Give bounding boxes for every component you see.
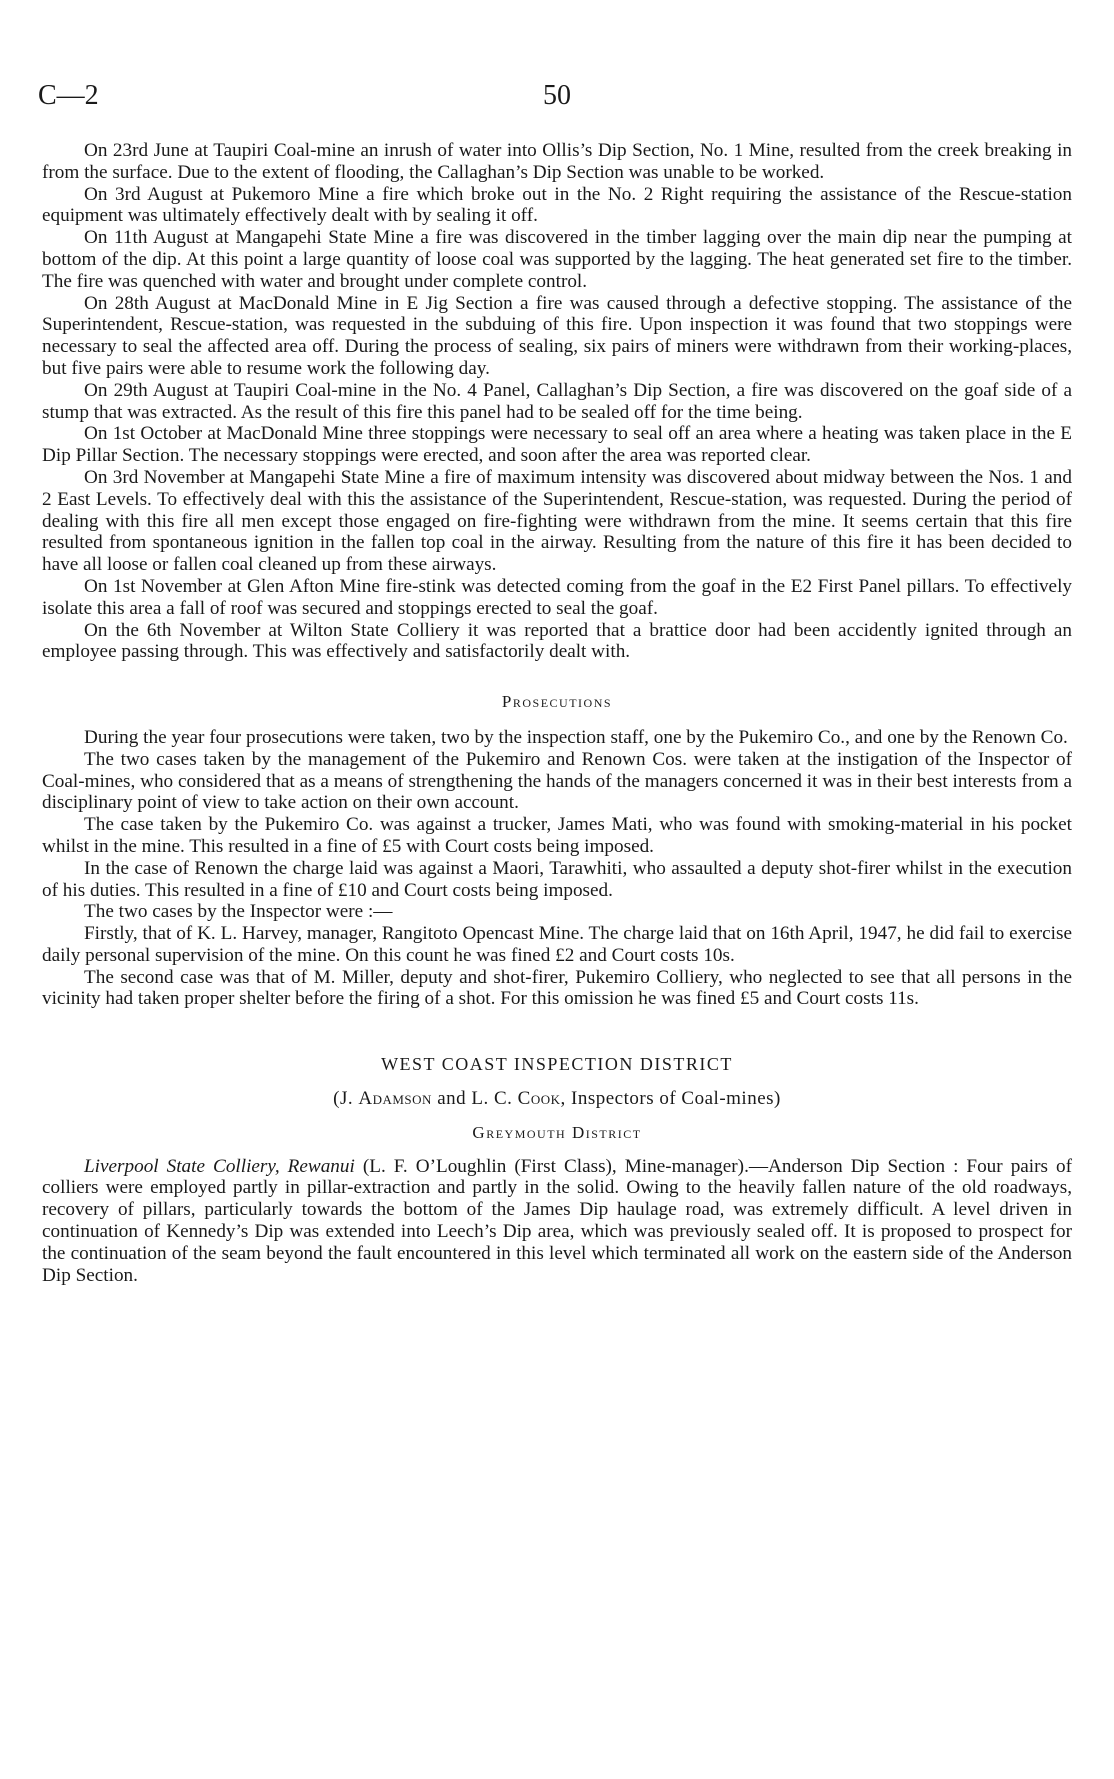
paragraph: On 28th August at MacDonald Mine in E Jig Section a fire was caused through a defective stopping. The assistance of the Superintendent, Rescue-station, was requested in the subduing of this fire. Upon inspection it was found that two stoppings were necessary to seal the affected area off. During the process of sealing, six pairs of miners were withdrawn from their working-places, but five pairs were able to resume work the following day.	[42, 292, 1072, 379]
paragraph: In the case of Renown the charge laid was against a Maori, Tarawhiti, who assaulted a deputy shot-firer whilst in the execution of his duties. This resulted in a fine of £10 and Court costs being imposed.	[42, 857, 1072, 901]
page-header	[38, 80, 1076, 120]
page-number: 50	[543, 80, 571, 111]
paragraph: Firstly, that of K. L. Harvey, manager, Rangitoto Opencast Mine. The charge laid that on 16th April, 1947, he did fail to exercise daily personal supervision of the mine. On this count he was fined £2 and Court costs 10s.	[42, 923, 1072, 966]
inspectors-line	[42, 1088, 1072, 1110]
paragraph: On 23rd June at Taupiri Coal-mine an inrush of water into Ollis’s Dip Section, No. 1 Mine, resulted from the creek breaking in from the surface. Due to the extent of flooding, the Callaghan’s Dip Section was unable to be worked.	[42, 140, 1072, 183]
paragraph: On 3rd August at Pukemoro Mine a fire which broke out in the No. 2 Right requiring the assistance of the Rescue-station equipment was ultimately effectively dealt with by sealing it off.	[42, 183, 1072, 227]
inspectors-close: , Inspectors of Coal-mines)	[560, 1088, 781, 1110]
prosecutions-heading: Prosecutions	[501, 692, 613, 712]
mine-report-text: (L. F. O’Loughlin (First Class), Mine-manager).—Anderson Dip Section : Four pairs of colliers were employed partly in pillar-extraction and partly in the solid. Owing to the heavily fallen nature of the old roadways, recovery of pillars, particularly towards the bottom of the James Dip haulage road, was extremely difficult. A level driven in continuation of Kennedy’s Dip was extended into Leech’s Dip area, which was previously sealed off. It is proposed to prospect for the continuation of the seam beyond the fault encountered in this level which terminated all work on the eastern side of the Anderson Dip Section.	[42, 1155, 1072, 1286]
subdistrict-heading: Greymouth District	[472, 1122, 642, 1142]
paragraph: On 3rd November at Mangapehi State Mine a fire of maximum intensity was discovered about midway between the Nos. 1 and 2 East Levels. To effectively deal with this the assistance of the Superintendent, Rescue-station, was requested. During the period of dealing with this fire all men except those engaged on fire-fighting were withdrawn from the mine. It seems certain that this fire resulted from spontaneous ignition in the fallen top coal in the airway. Resulting from the nature of this fire it has been decided to have all loose or fallen coal cleaned up from these airways.	[42, 466, 1072, 576]
paragraph: On the 6th November at Wilton State Colliery it was reported that a brattice door had been accidently ignited through an employee passing through. This was effectively and satisfactorily dealt with.	[42, 619, 1072, 663]
prosecutions-section	[42, 727, 1072, 1010]
paragraph: During the year four prosecutions were taken, two by the inspection staff, one by the Pukemiro Co., and one by the Renown Co.	[84, 726, 1068, 748]
paragraph: On 1st November at Glen Afton Mine fire-stink was detected coming from the goaf in the E2 First Panel pillars. To effectively isolate this area a fall of roof was secured and stoppings erected to seal the goaf.	[42, 575, 1072, 619]
district-heading: WEST COAST INSPECTION DISTRICT	[381, 1054, 733, 1075]
page-body	[42, 140, 1072, 1286]
paragraph: On 11th August at Mangapehi State Mine a fire was discovered in the timber lagging over the main dip near the pumping at bottom of the dip. At this point a large quantity of loose coal was supported by the lagging. The heat generated set fire to the timber. The fire was quenched with water and brought under complete control.	[42, 227, 1072, 292]
inspector-name: Cook	[517, 1088, 561, 1110]
paragraph: The two cases by the Inspector were :—	[84, 901, 393, 923]
paragraph: The case taken by the Pukemiro Co. was against a trucker, James Mati, who was found with smoking-material in his pocket whilst in the mine. This resulted in a fine of £5 with Court costs being imposed.	[42, 814, 1072, 857]
mine-name: Liverpool State Colliery, Rewanui	[84, 1155, 355, 1177]
paragraph: The second case was that of M. Miller, deputy and shot-firer, Pukemiro Colliery, who neglected to see that all persons in the vicinity had taken proper shelter before the firing of a shot. For this omission he was fined £5 and Court costs 11s.	[42, 966, 1072, 1010]
inspectors-mid: and L. C.	[431, 1088, 518, 1110]
inspector-name: Adamson	[358, 1088, 432, 1110]
paragraph: On 1st October at MacDonald Mine three stoppings were necessary to seal off an area where a heating was taken place in the E Dip Pillar Section. The necessary stoppings were erected, and soon after the area was reported clear.	[42, 423, 1072, 467]
incident-reports	[42, 140, 1072, 663]
paragraph: The two cases taken by the management of the Pukemiro and Renown Cos. were taken at the instigation of the Inspector of Coal-mines, who considered that as a means of strengthening the hands of the managers concerned it was in their best interests from a disciplinary point of view to take action on their own account.	[42, 748, 1072, 814]
section-code: C—2	[38, 80, 99, 111]
mine-report	[42, 1156, 1072, 1287]
paragraph: On 29th August at Taupiri Coal-mine in the No. 4 Panel, Callaghan’s Dip Section, a fire was discovered on the goaf side of a stump that was extracted. As the result of this fire this panel had to be sealed off for the time being.	[42, 379, 1072, 423]
inspectors-open: (J.	[333, 1088, 359, 1110]
